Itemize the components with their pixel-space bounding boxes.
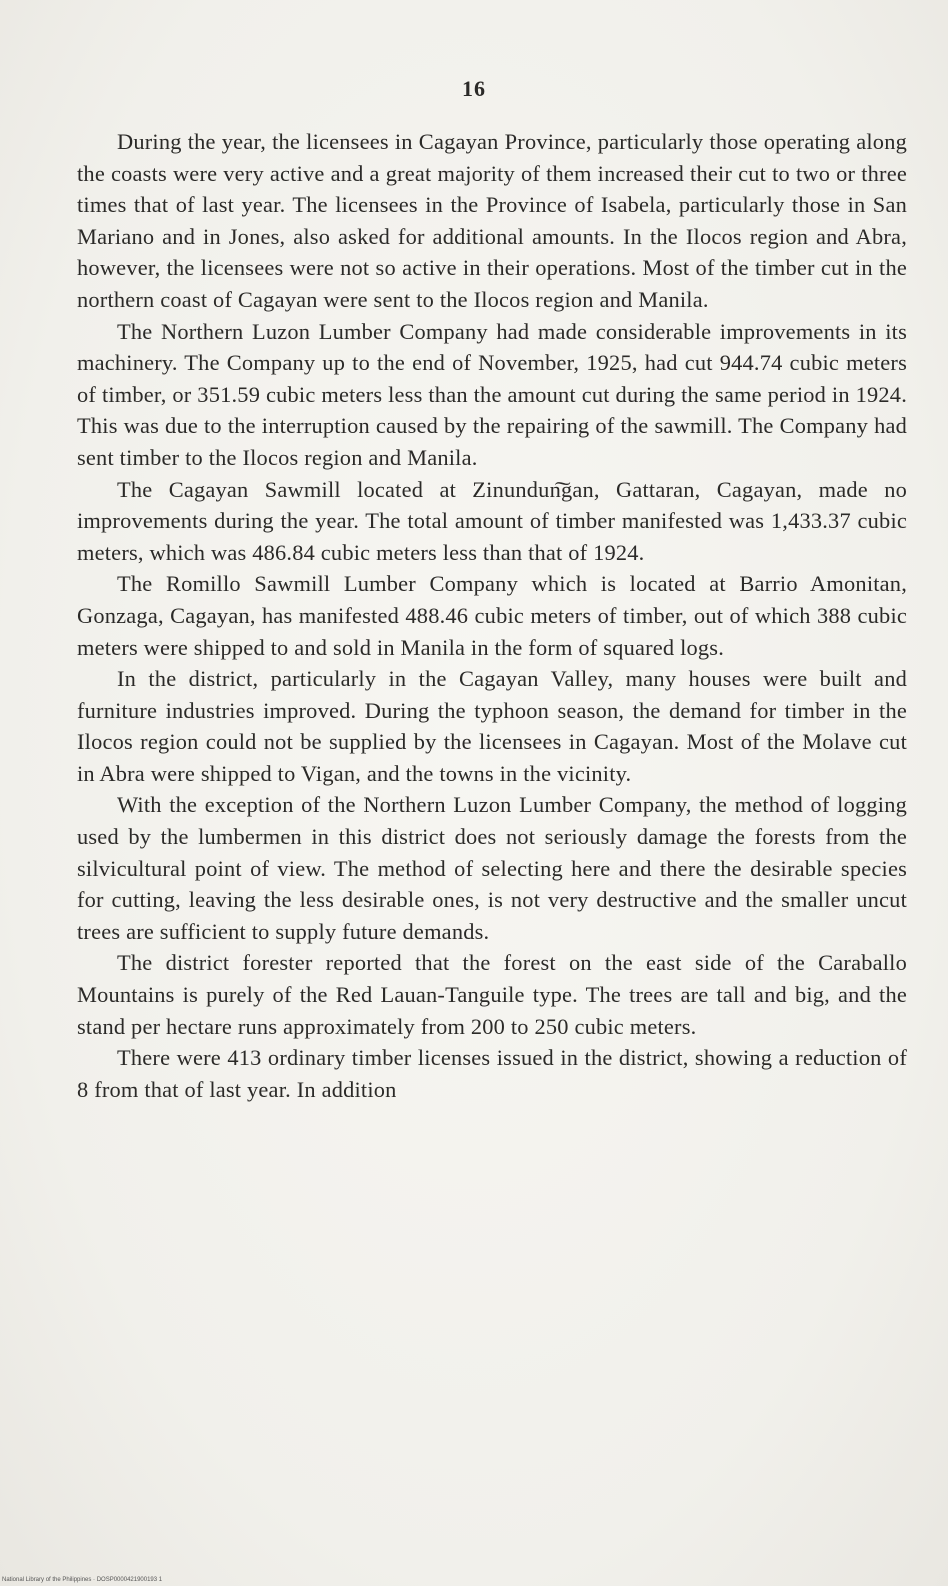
paragraph-cagayan-sawmill: The Cagayan Sawmill located at Zinundun͠gan, Gattaran, Cagayan, made no improvements during the year. The total amount of timber manifested was 1,433.37 cubic meters, which was 486.84 cubic meters less than that of 1924. (77, 476, 907, 565)
paragraph-romillo-sawmill: The Romillo Sawmill Lumber Company which is located at Barrio Amonitan, Gonzaga, Cagayan, has manifested 488.46 cubic meters of timber, out of which 388 cubic meters were shipped to and sold in Manila in the form of squared logs. (77, 571, 907, 660)
page-number: 16 (462, 76, 486, 101)
paragraph-district-houses: In the district, particularly in the Cagayan Valley, many houses were built and furniture industries improved. During the typhoon season, the demand for timber in the Ilocos region could not be supplied by the licensees in Cagayan. Most of the Molave cut in Abra were shipped to Vigan, and the towns in the vicinity. (77, 666, 907, 786)
paragraph-northern-luzon-lumber: The Northern Luzon Lumber Company had made considerable improvements in its machinery. The Company up to the end of November, 1925, had cut 944.74 cubic meters of timber, or 351.59 cubic meters less than the amount cut during the same period in 1924. This was due to the interruption caused by the repairing of the sawmill. The Company had sent timber to the Ilocos region and Manila. (77, 318, 907, 470)
paragraph-caraballo-forest: The district forester reported that the forest on the east side of the Caraballo Mountains is purely of the Red Lauan-Tanguile type. The trees are tall and big, and the stand per hectare runs approximately from 200 to 250 cubic meters. (77, 950, 907, 1039)
body-text (77, 126, 907, 1105)
paragraph-licensees-cagayan: During the year, the licensees in Cagayan Province, particularly those operating along the coasts were very active and a great majority of them increased their cut to two or three times that of last year. The licensees in the Province of Isabela, particularly those in San Mariano and in Jones, also asked for additional amounts. In the Ilocos region and Abra, however, the licensees were not so active in their operations. Most of the timber cut in the northern coast of Cagayan were sent to the Ilocos region and Manila. (77, 129, 907, 312)
paragraph-logging-method: With the exception of the Northern Luzon Lumber Company, the method of logging used by the lumbermen in this district does not seriously damage the forests from the silvicultural point of view. The method of selecting here and there the desirable species for cutting, leaving the less desirable ones, is not very destructive and the smaller uncut trees are sufficient to supply future demands. (77, 792, 907, 944)
paragraph-timber-licenses: There were 413 ordinary timber licenses issued in the district, showing a reduction of 8 from that of last year. In addition (77, 1045, 907, 1102)
archive-footer: National Library of the Philippines · DOSP0000421900193 1 (2, 1577, 163, 1583)
